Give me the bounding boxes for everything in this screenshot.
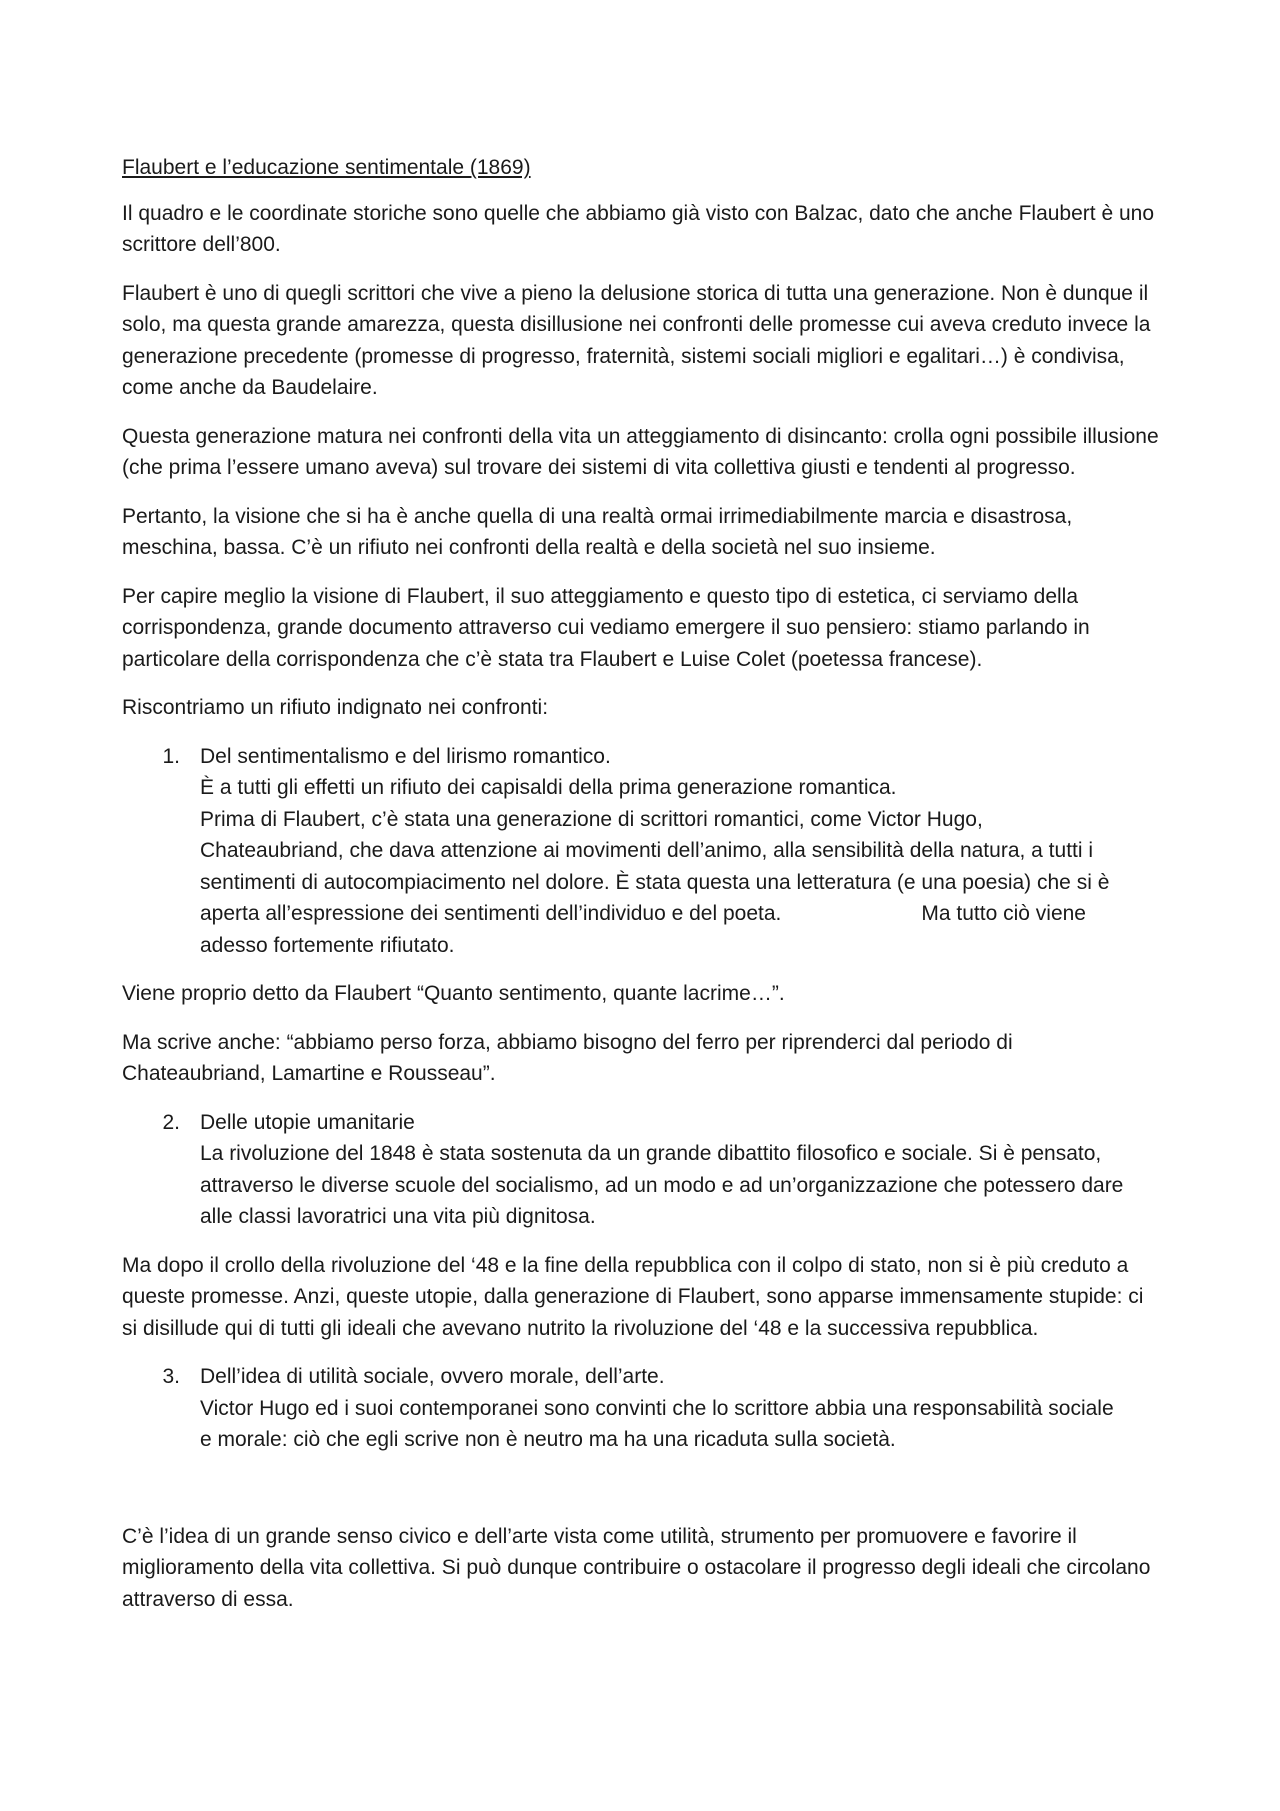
list-item-text: La rivoluzione del 1848 è stata sostenuta da un grande dibattito filosofico e sociale. Si è pensato, attraverso le diverse scuole del socialismo, ad un modo e ad un’organizzazione che potessero dare alle classi lavoratrici una vita più dignitosa. [200, 1142, 1124, 1228]
list-item-text: È a tutti gli effetti un rifiuto dei capisaldi della prima generazione romantica. [200, 776, 897, 799]
list-item-heading: Dell’idea di utilità sociale, ovvero morale, dell’arte. [200, 1365, 665, 1388]
paragraph: Viene proprio detto da Flaubert “Quanto sentimento, quante lacrime…”. [122, 982, 785, 1005]
list-number: 2. [162, 1110, 180, 1134]
list-item-text: Victor Hugo ed i suoi contemporanei sono convinti che lo scrittore abbia una responsabilità sociale e morale: ciò che egli scrive non è neutro ma ha una ricaduta sulla società. [200, 1396, 1114, 1451]
list-item-body [200, 1361, 1162, 1456]
paragraph: Pertanto, la visione che si ha è anche quella di una realtà ormai irrimediabilmente marcia e disastrosa, meschina, bassa. C’è un rifiuto nei confronti della realtà e della società nel suo insieme. [122, 504, 1073, 559]
paragraph: Riscontriamo un rifiuto indignato nei confronti: [122, 696, 549, 719]
paragraph: Ma dopo il crollo della rivoluzione del ‘48 e la fine della repubblica con il colpo di stato, non si è più creduto a queste promesse. Anzi, queste utopie, dalla generazione di Flaubert, sono apparse immensamente stupide: ci si disillude qui di tutti gli ideali che avevano nutrito la rivoluzione del ‘48 e la successiva repubblica. [122, 1253, 1144, 1340]
list-item-body [200, 1107, 1162, 1233]
list-item [122, 1107, 1162, 1233]
list-item [122, 741, 1162, 962]
list-item-text: Prima di Flaubert, c’è stata una generazione di scrittori romantici, come Victor Hugo, Chateaubriand, che dava attenzione ai movimenti dell’animo, alla sensibilità della natura, a tutti i sentimenti di autocompiacimento nel dolore. È stata questa una letteratura (e una poesia) che si è aperta all’espressione dei sentimenti dell’individuo e del poeta. Ma tutto ciò viene adesso fortemente rifiutato. [200, 807, 1116, 957]
list-item-heading: Del sentimentalismo e del lirismo romantico. [200, 744, 611, 768]
list-item-body [200, 741, 1162, 962]
paragraph: Questa generazione matura nei confronti della vita un atteggiamento di disincanto: crolla ogni possibile illusione (che prima l’essere umano aveva) sul trovare dei sistemi di vita collettiva giusti e tendenti al progresso. [122, 424, 1159, 479]
paragraph: C’è l’idea di un grande senso civico e dell’arte vista come utilità, strumento per promuovere e favorire il miglioramento della vita collettiva. Si può dunque contribuire o ostacolare il progresso degli ideali che circolano attraverso di essa. [122, 1524, 1151, 1611]
list-number: 1. [162, 744, 180, 768]
spacer [122, 1473, 1162, 1521]
paragraph: Flaubert è uno di quegli scrittori che vive a pieno la delusione storica di tutta una generazione. Non è dunque il solo, ma questa grande amarezza, questa disillusione nei confronti delle promesse cui aveva creduto invece la generazione precedente (promesse di progresso, fraternità, sistemi sociali migliori e egalitari…) è condivisa, come anche da Baudelaire. [122, 281, 1151, 399]
paragraph: Per capire meglio la visione di Flaubert, il suo atteggiamento e questo tipo di estetica, ci serviamo della corrispondenza, grande documento attraverso cui vediamo emergere il suo pensiero: stiamo parlando in particolare della corrispondenza che c’è stata tra Flaubert e Luise Colet (poetessa francese). [122, 584, 1090, 671]
list-item [122, 1361, 1162, 1456]
document-page [122, 152, 1162, 1632]
paragraph: Il quadro e le coordinate storiche sono quelle che abbiamo già visto con Balzac, dato che anche Flaubert è uno scrittore dell’800. [122, 201, 1154, 256]
document-title: Flaubert e l’educazione sentimentale (1869) [122, 156, 531, 179]
list-item-heading: Delle utopie umanitarie [200, 1110, 415, 1134]
paragraph: Ma scrive anche: “abbiamo perso forza, abbiamo bisogno del ferro per riprenderci dal periodo di Chateaubriand, Lamartine e Rousseau”. [122, 1030, 1013, 1085]
list-number: 3. [162, 1365, 180, 1388]
